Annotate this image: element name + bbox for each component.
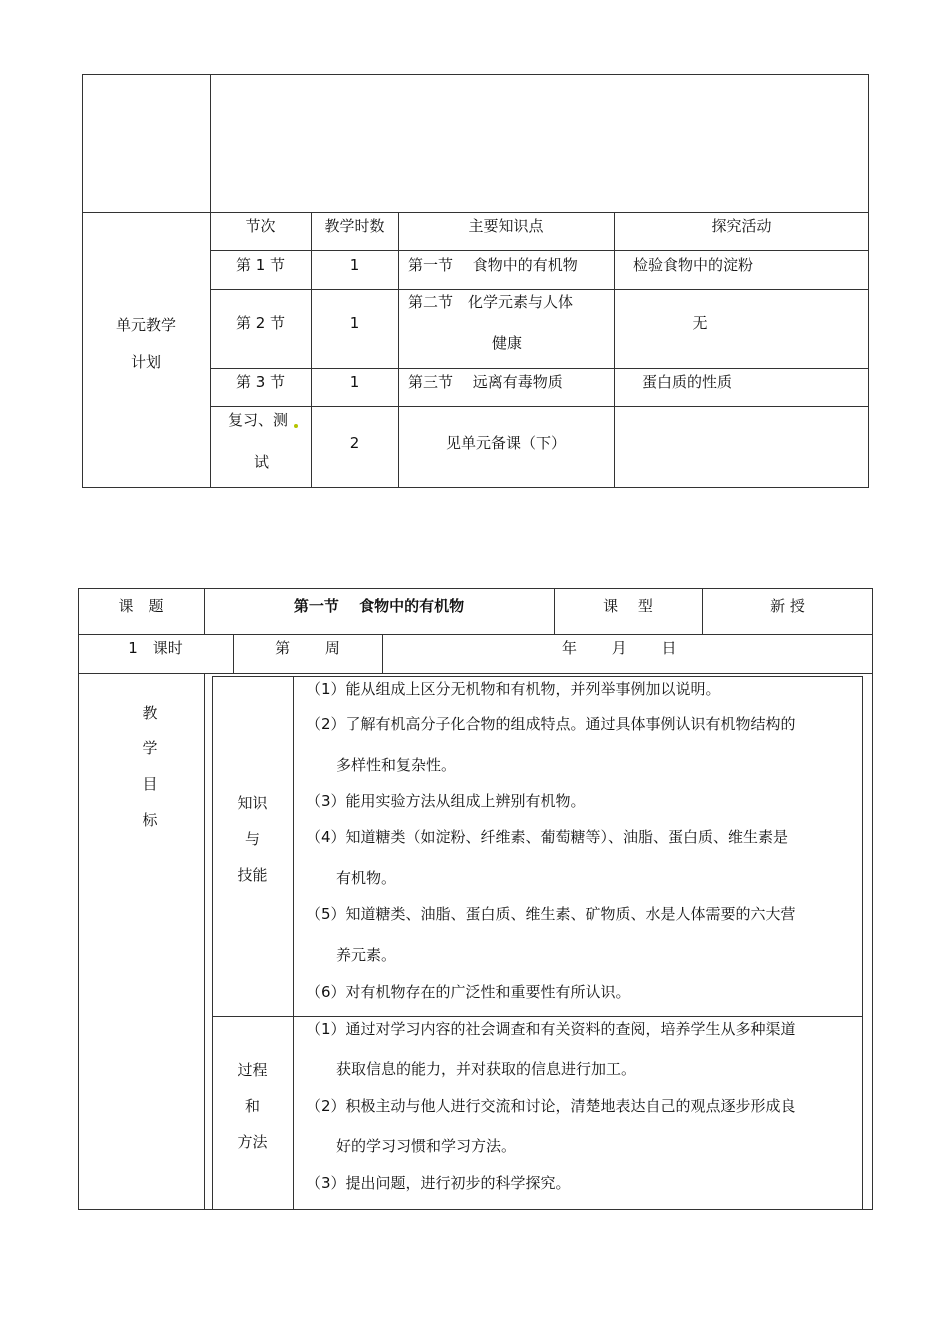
- knowledge-line: （1）能从组成上区分无机物和有机物，并列举事例加以说明。: [306, 680, 721, 698]
- knowledge-label: 与: [244, 830, 260, 848]
- goals-label: 学: [142, 739, 158, 757]
- goals-label: 教: [142, 704, 158, 722]
- header-activity: 探究活动: [711, 217, 772, 235]
- cell-section: 第 1 节: [235, 256, 286, 274]
- divider: [212, 676, 863, 677]
- process-line: （2）积极主动与他人进行交流和讨论，清楚地表达自己的观点逐步形成良: [306, 1097, 796, 1115]
- divider: [210, 368, 869, 369]
- cell-topic: 健康: [492, 334, 523, 352]
- knowledge-line: 多样性和复杂性。: [336, 756, 457, 774]
- process-line: 获取信息的能力，并对获取的信息进行加工。: [336, 1060, 637, 1078]
- cell-section: 复习、测: [228, 411, 289, 429]
- date: 年 月 日: [562, 639, 677, 657]
- lesson-topic: 第一节 食物中的有机物: [293, 597, 465, 615]
- process-label: 方法: [237, 1133, 268, 1151]
- knowledge-label: 知识: [237, 794, 268, 812]
- cell-hours: 1: [349, 373, 360, 391]
- cell-topic: 见单元备课（下）: [445, 434, 566, 452]
- goals-label: 标: [142, 811, 158, 829]
- type-value: 新 授: [770, 597, 805, 615]
- header-section: 节次: [245, 217, 276, 235]
- divider: [212, 676, 213, 1210]
- divider: [210, 250, 869, 251]
- knowledge-line: （6）对有机物存在的广泛性和重要性有所认识。: [306, 983, 631, 1001]
- divider: [78, 673, 873, 674]
- divider: [210, 74, 211, 488]
- cell-hours: 1: [349, 256, 360, 274]
- cell-hours: 1: [349, 314, 360, 332]
- goals-label: 目: [142, 775, 158, 793]
- knowledge-line: （2）了解有机高分子化合物的组成特点。通过具体事例认识有机物结构的: [306, 715, 796, 733]
- row-label: 计划: [130, 353, 161, 371]
- topic-label: 课 题: [118, 597, 164, 615]
- cell-section: 试: [254, 453, 270, 471]
- divider: [293, 676, 294, 1210]
- period-count: 1 课时: [128, 639, 183, 657]
- divider: [210, 406, 869, 407]
- knowledge-line: （4）知道糖类（如淀粉、纤维素、葡萄糖等）、油脂、蛋白质、维生素是: [306, 828, 789, 846]
- cell-topic: 第一节 食物中的有机物: [408, 256, 578, 274]
- cell-topic: 第三节 远离有毒物质: [408, 373, 563, 391]
- knowledge-line: 有机物。: [336, 869, 397, 887]
- process-line: 好的学习习惯和学习方法。: [336, 1137, 517, 1155]
- divider: [862, 676, 863, 1210]
- process-line: （1）通过对学习内容的社会调查和有关资料的查阅，培养学生从多种渠道: [306, 1020, 796, 1038]
- header-topic: 主要知识点: [468, 217, 544, 235]
- divider: [210, 289, 869, 290]
- row-label: 单元教学: [115, 316, 176, 334]
- divider: [614, 212, 615, 488]
- process-line: （3）提出问题，进行初步的科学探究。: [306, 1174, 571, 1192]
- divider: [212, 1016, 863, 1017]
- header-hours: 教学时数: [324, 217, 385, 235]
- divider: [82, 212, 869, 213]
- cell-activity: 蛋白质的性质: [642, 373, 733, 391]
- stray-mark: [294, 424, 298, 428]
- cell-section: 第 2 节: [235, 314, 286, 332]
- cell-hours: 2: [349, 434, 360, 452]
- process-label: 和: [244, 1097, 260, 1115]
- divider: [78, 634, 873, 635]
- type-label: 课 型: [603, 597, 653, 615]
- knowledge-line: （3）能用实验方法从组成上辨别有机物。: [306, 792, 586, 810]
- table-border: [82, 74, 869, 488]
- cell-section: 第 3 节: [235, 373, 286, 391]
- divider: [382, 634, 383, 673]
- knowledge-label: 技能: [237, 866, 268, 884]
- process-label: 过程: [237, 1061, 268, 1079]
- cell-activity: 无: [692, 314, 708, 332]
- knowledge-line: （5）知道糖类、油脂、蛋白质、维生素、矿物质、水是人体需要的六大营: [306, 905, 796, 923]
- cell-topic: 第二节 化学元素与人体: [408, 293, 574, 311]
- knowledge-line: 养元素。: [336, 946, 397, 964]
- week: 第 周: [275, 639, 340, 657]
- cell-activity: 检验食物中的淀粉: [633, 256, 754, 274]
